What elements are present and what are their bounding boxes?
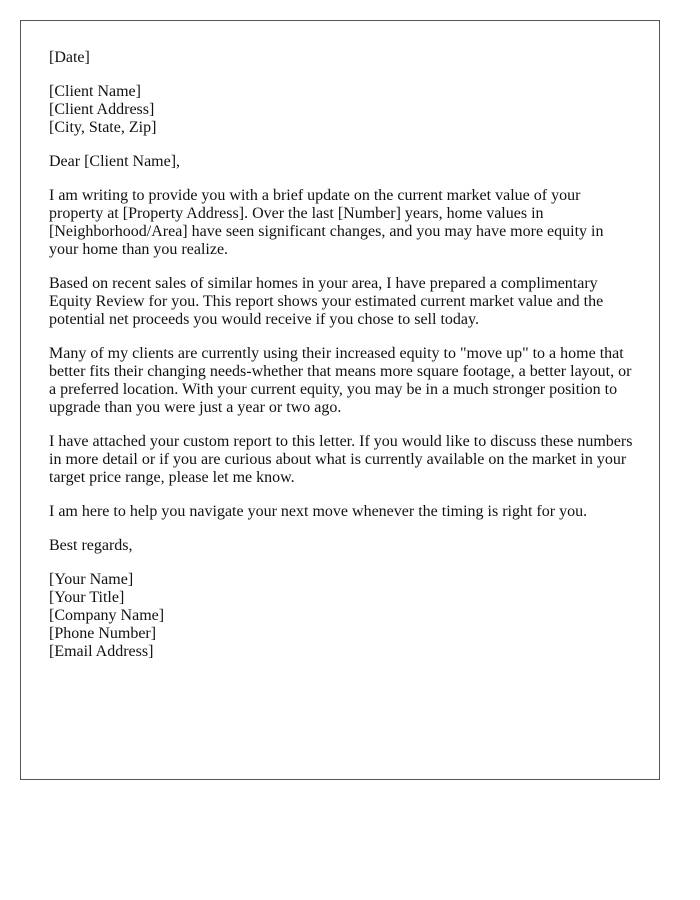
body-paragraph — [49, 433, 639, 487]
paragraph-line: [Neighborhood/Area] have seen significant changes, and you may have more equity in — [49, 223, 604, 240]
paragraph-line: your home than you realize. — [49, 241, 229, 258]
signature-company: [Company Name] — [49, 607, 165, 624]
letter-date: [Date] — [49, 49, 90, 66]
recipient-city: [City, State, Zip] — [49, 119, 157, 136]
paragraph-line: Equity Review for you. This report shows your estimated current market value and the — [49, 293, 604, 310]
paragraph-line: I am here to help you navigate your next move whenever the timing is right for you. — [49, 503, 588, 520]
paragraph-line: Based on recent sales of similar homes in your area, I have prepared a complimentary — [49, 275, 598, 292]
signature-name: [Your Name] — [49, 571, 134, 588]
paragraph-line: property at [Property Address]. Over the last [Number] years, home values in — [49, 205, 544, 222]
recipient-block — [49, 83, 639, 137]
paragraph-line: target price range, please let me know. — [49, 469, 295, 486]
paragraph-line: I have attached your custom report to this letter. If you would like to discuss these numbers — [49, 433, 633, 450]
paragraph-line: a preferred location. With your current equity, you may be in a much stronger position to — [49, 381, 618, 398]
signature-title: [Your Title] — [49, 589, 125, 606]
recipient-name: [Client Name] — [49, 83, 141, 100]
body-paragraph — [49, 345, 639, 417]
signature-block — [49, 571, 639, 661]
paragraph-line: upgrade than you were just a year or two ago. — [49, 399, 342, 416]
salutation: Dear [Client Name], — [49, 153, 181, 170]
paragraph-line: better fits their changing needs-whether that means more square footage, a better layout, or — [49, 363, 632, 380]
letter-page — [20, 20, 660, 780]
signature-email: [Email Address] — [49, 643, 154, 660]
body-paragraph — [49, 503, 639, 521]
paragraph-line: potential net proceeds you would receive if you chose to sell today. — [49, 311, 479, 328]
body-paragraph — [49, 187, 639, 259]
paragraph-line: in more detail or if you are curious about what is currently available on the market in your — [49, 451, 627, 468]
closing: Best regards, — [49, 537, 133, 554]
paragraph-line: Many of my clients are currently using their increased equity to "move up" to a home that — [49, 345, 624, 362]
paragraph-line: I am writing to provide you with a brief update on the current market value of your — [49, 187, 581, 204]
recipient-address: [Client Address] — [49, 101, 155, 118]
body-paragraph — [49, 275, 639, 329]
signature-phone: [Phone Number] — [49, 625, 157, 642]
